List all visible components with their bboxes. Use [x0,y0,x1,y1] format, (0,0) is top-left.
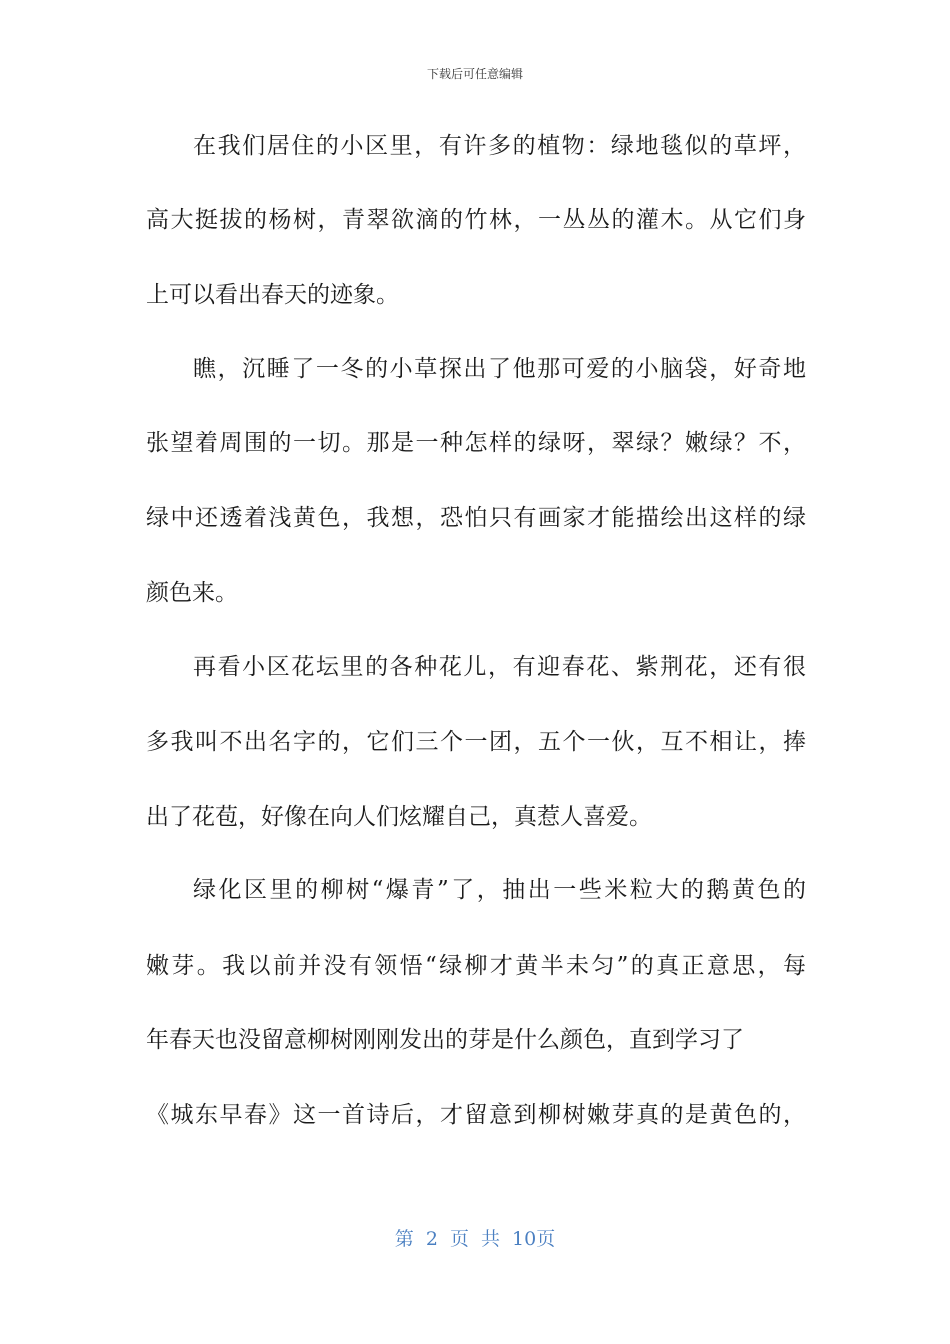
paragraph-line: 《城东早春》这一首诗后，才留意到柳树嫩芽真的是黄色的， [146,1102,806,1128]
paragraph-line: 张望着周围的一切。那是一种怎样的绿呀，翠绿？嫩绿？不， [146,430,806,456]
paragraph-line: 多我叫不出名字的，它们三个一团，五个一伙，互不相让，捧 [146,729,806,755]
paragraph-line: 上可以看出春天的迹象。 [146,282,399,308]
paragraph-line: 出了花苞，好像在向人们炫耀自己，真惹人喜爱。 [146,804,652,830]
paragraph-line: 嫩芽。我以前并没有领悟“绿柳才黄半未匀”的真正意思，每 [146,953,806,979]
page-header-note: 下载后可任意编辑 [426,67,523,81]
paragraph-line: 瞧，沉睡了一冬的小草探出了他那可爱的小脑袋，好奇地 [193,356,806,382]
paragraph-line: 绿中还透着浅黄色，我想，恐怕只有画家才能描绘出这样的绿 [146,505,806,531]
paragraph-line: 在我们居住的小区里，有许多的植物：绿地毯似的草坪， [193,133,806,159]
page-number-footer: 第 2 页 共 10页 [394,1228,556,1250]
paragraph-line: 年春天也没留意柳树刚刚发出的芽是什么颜色，直到学习了 [146,1027,744,1053]
paragraph-line: 高大挺拔的杨树，青翠欲滴的竹林，一丛丛的灌木。从它们身 [146,207,806,233]
paragraph-line: 再看小区花坛里的各种花儿，有迎春花、紫荆花，还有很 [193,654,806,680]
paragraph-line: 绿化区里的柳树“爆青”了，抽出一些米粒大的鹅黄色的 [193,877,806,903]
paragraph-line: 颜色来。 [146,580,238,606]
